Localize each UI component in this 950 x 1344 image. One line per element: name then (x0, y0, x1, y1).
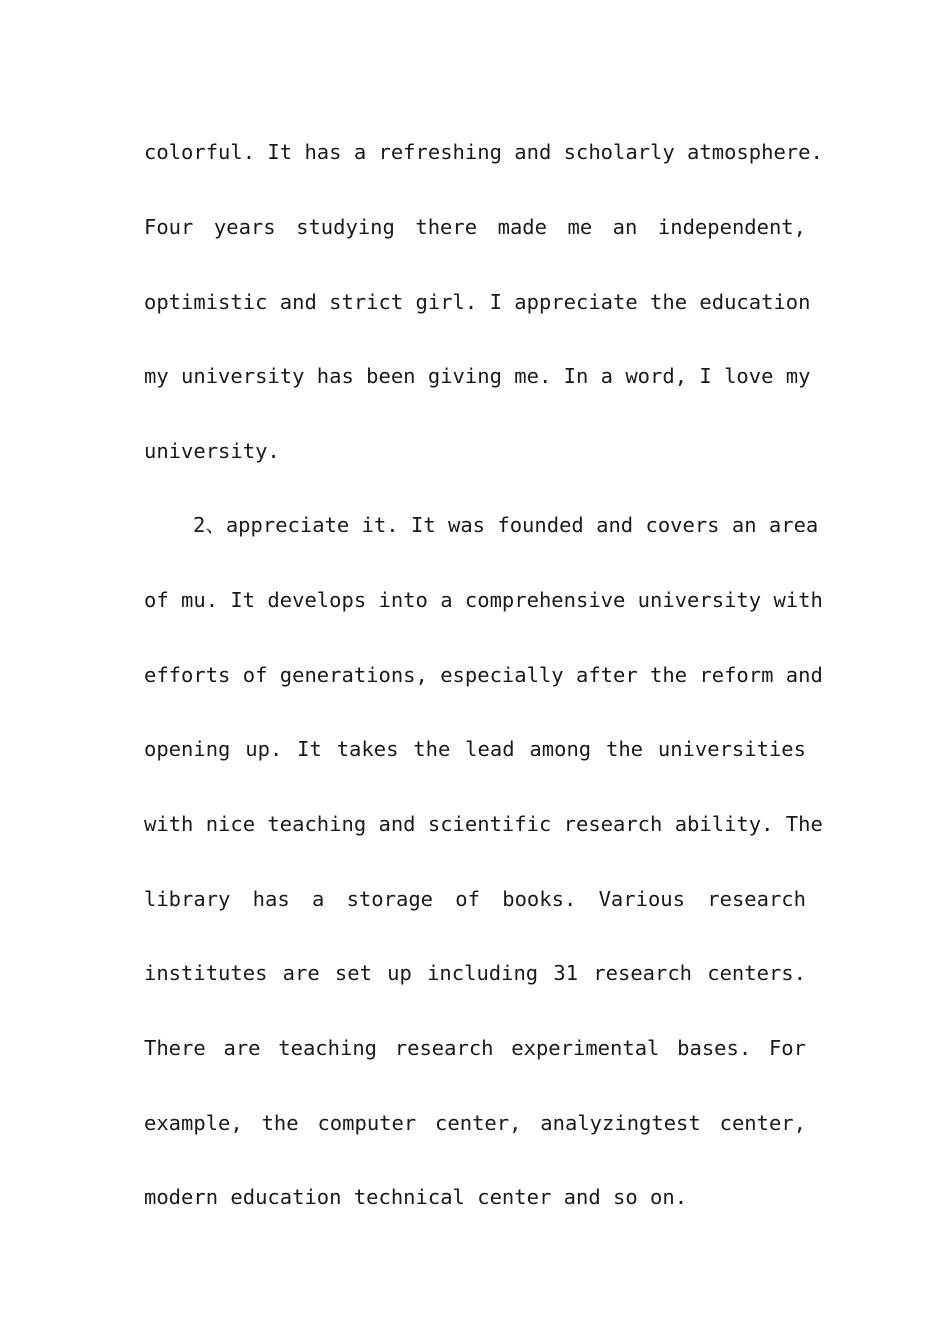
text-line: optimistic and strict girl. I appreciate the education (144, 290, 811, 314)
text-line: institutes are set up including 31 research centers. (144, 961, 806, 985)
text-line: library has a storage of books. Various research (144, 887, 806, 911)
text-line: opening up. It takes the lead among the universities (144, 737, 806, 761)
text-line: of mu. It develops into a comprehensive university with (144, 588, 823, 612)
text-line: university. (144, 439, 280, 463)
text-line: with nice teaching and scientific research ability. The (144, 812, 823, 836)
text-line: colorful. It has a refreshing and scholarly atmosphere. (144, 140, 823, 164)
text-line: modern education technical center and so on. (144, 1185, 688, 1209)
text-line: my university has been giving me. In a word, I love my (144, 364, 811, 388)
text-line: There are teaching research experimental bases. For (144, 1036, 806, 1060)
text-line: example, the computer center, analyzingtest center, (144, 1111, 806, 1135)
text-line: 2、appreciate it. It was founded and covers an area (193, 513, 819, 537)
text-line: efforts of generations, especially after the reform and (144, 663, 823, 687)
text-line: Four years studying there made me an independent, (144, 215, 806, 239)
